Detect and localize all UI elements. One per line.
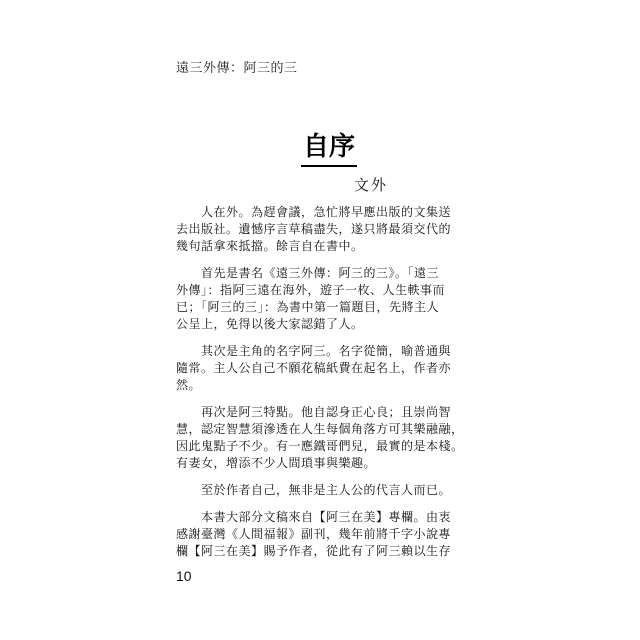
paragraph-line: 外傳」：指阿三遠在海外，遊子一枚、人生軼事而 [176,283,446,297]
paragraph [176,204,452,255]
paragraph [176,343,452,394]
chapter-title [0,130,640,167]
paragraph-line: 慧，認定智慧須滲透在人生每個角落方可其樂融融， [176,422,464,436]
paragraph [176,509,452,560]
paragraph-line: 幾句話拿來抵擋。餘言自在書中。 [176,239,364,253]
paragraph-line: 本書大部分文稿來自【阿三在美】專欄。由衷 [176,510,452,524]
paragraph [176,265,446,333]
paragraph-line: 至於作者自己，無非是主人公的代言人而已。 [176,483,452,497]
body-text [176,204,464,570]
author-name: 文外 [354,176,389,194]
paragraph-line: 隨常。主人公自己不願花稿紙費在起名上，作者亦 [176,361,452,375]
paragraph-line: 然。 [176,378,202,392]
chapter-title-text: 自序 [301,130,357,167]
paragraph-line: 感謝臺灣《人間福報》副刊，幾年前將千字小說專 [176,527,452,541]
paragraph-line: 其次是主角的名字阿三。名字從簡，喻普通與 [176,344,452,358]
paragraph-line: 已；「阿三的三」：為書中第一篇題目，先將主人 [176,300,440,314]
paragraph-line: 人在外。為趕會議，急忙將早應出版的文集送 [176,205,452,219]
page-number: 10 [176,568,192,584]
paragraph-line: 因此鬼點子不少。有一應鐵哥們兒，最實的是本棧。 [176,439,464,453]
running-header: 遠三外傳：阿三的三 [176,61,298,76]
paragraph [176,404,464,472]
paragraph-line: 再次是阿三特點。他自認身正心良；且崇尚智 [176,405,452,419]
paragraph-line: 去出版社。遺憾序言草稿盡失，遂只將最須交代的 [176,222,452,236]
paragraph [176,482,452,499]
paragraph-line: 欄【阿三在美】賜予作者，從此有了阿三賴以生存 [176,544,452,558]
paragraph-line: 公呈上，免得以後大家認錯了人。 [176,317,364,331]
paragraph-line: 首先是書名《遠三外傳：阿三的三》。「遠三 [176,266,440,280]
paragraph-line: 有妻女，增添不少人間瑣事與樂趣。 [176,456,377,470]
